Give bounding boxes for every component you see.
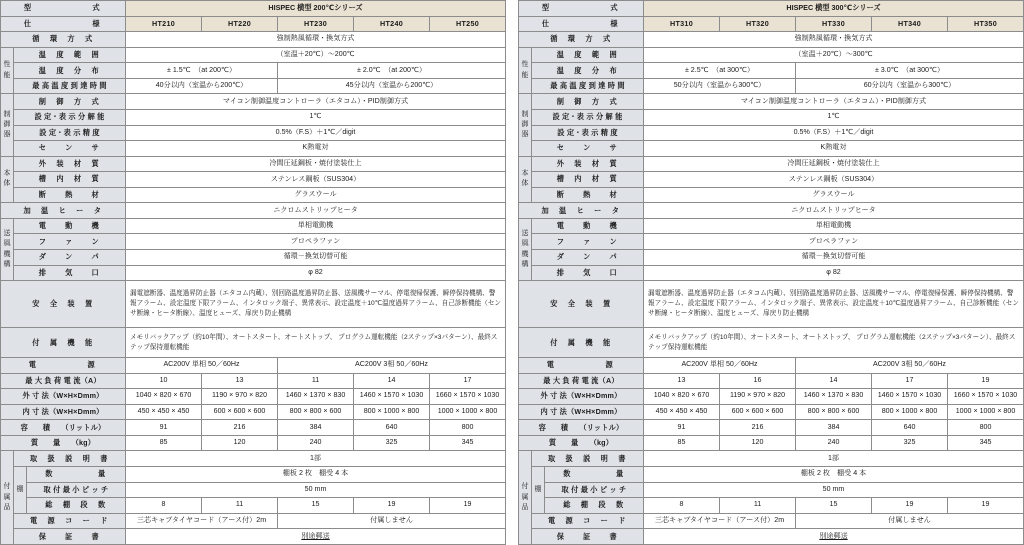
group-label-controller: 制 御 器 [1, 94, 14, 156]
cell-value: 1000 × 1000 × 800 [948, 404, 1024, 420]
cell-value: 1℃ [126, 109, 506, 125]
cell-value: 1040 × 820 × 670 [126, 389, 202, 405]
row-label-temp-distribution: 温 度 分 布 [14, 63, 126, 79]
cell-value: φ 82 [644, 265, 1024, 281]
cell-value: 棚板 2 枚 棚受 4 本 [644, 466, 1024, 482]
group-label-body: 本 体 [518, 156, 531, 203]
cell-value: 240 [278, 435, 354, 451]
cell-value: AC200V 単相 50／60Hz [644, 358, 796, 374]
table-row [518, 234, 1023, 250]
cell-value: 1℃ [644, 109, 1024, 125]
cell-value: 800 × 800 × 600 [278, 404, 354, 420]
row-label-shelf-pitch: 取 付 最 小 ピ ッ チ [27, 482, 126, 498]
series-title: HISPEC 横型 300℃シリーズ [644, 1, 1024, 17]
cell-value: ± 2.0℃ （at 200℃） [278, 63, 506, 79]
cell-value: 50分以内（室温から300℃） [644, 78, 796, 94]
cell-value: 循環－換気切替可能 [126, 250, 506, 266]
table-row [1, 32, 506, 48]
cell-value: 三芯キャブタイヤコード（アース付）2m [126, 513, 278, 529]
cell-value: （室温＋20℃）～300℃ [644, 47, 1024, 63]
cell-value: K熱電対 [644, 141, 1024, 157]
row-label-sensor: セ ン サ [14, 141, 126, 157]
table-row [518, 1, 1023, 17]
cell-value: ニクロムストリップヒータ [644, 203, 1024, 219]
cell-value-safety-devices: 漏電遮断器、温度過昇防止器（エタコム内蔵）、別回路温度過昇防止器、送風機サーマル、停電復帰保護、瞬停保持機構、警報アラーム、設定温度下限アラーム、インタロック端子、異常表示、設定温度＋10℃温度過昇アラーム、自己診断機能（センサ断線・ヒータ断線）、温度ヒューズ、扉戻り防止機構 [126, 281, 506, 328]
cell-value: 240 [796, 435, 872, 451]
table-row [1, 250, 506, 266]
row-label-shelf-stages: 総 棚 段 数 [27, 498, 126, 514]
table-row [518, 265, 1023, 281]
table-row [1, 420, 506, 436]
cell-value: 19 [948, 498, 1024, 514]
cell-value: 15 [796, 498, 872, 514]
cell-value: 付属しません [796, 513, 1024, 529]
row-label-temp-range: 温 度 範 囲 [14, 47, 126, 63]
table-row [518, 451, 1023, 467]
cell-value: 17 [430, 373, 506, 389]
cell-value-accessory-functions: メモリバックアップ（約10年間）、オートスタート、オートストップ、 プログラム運転機能（2ステップ×3パターン）、最終ステップ保持運転機能 [644, 328, 1024, 358]
row-label-model-type: 型 式 [518, 1, 643, 17]
series-title: HISPEC 横型 200℃シリーズ [126, 1, 506, 17]
row-label-display-accuracy: 設 定・表 示 精 度 [531, 125, 643, 141]
cell-value: 50 mm [126, 482, 506, 498]
row-label-display-accuracy: 設 定・表 示 精 度 [14, 125, 126, 141]
cell-value: 800 × 800 × 600 [796, 404, 872, 420]
cell-value: 単相電動機 [644, 218, 1024, 234]
row-label-max-temp-time: 最 高 温 度 到 達 時 間 [531, 78, 643, 94]
cell-value: 216 [202, 420, 278, 436]
row-label-temp-distribution: 温 度 分 布 [531, 63, 643, 79]
row-label-circulation: 循 環 方 式 [518, 32, 643, 48]
cell-value: 85 [644, 435, 720, 451]
cell-value: 345 [948, 435, 1024, 451]
table-row [1, 328, 506, 358]
model-header: HT340 [872, 16, 948, 32]
cell-value: 1190 × 970 × 820 [720, 389, 796, 405]
table-row [1, 234, 506, 250]
table-row [518, 218, 1023, 234]
spec-table-hispec-200 [0, 0, 506, 545]
group-label-blower: 送 風 機 構 [1, 218, 14, 280]
table-row [1, 1, 506, 17]
table-row [1, 529, 506, 545]
row-label-max-temp-time: 最 高 温 度 到 達 時 間 [14, 78, 126, 94]
cell-value: 13 [202, 373, 278, 389]
table-row [1, 404, 506, 420]
row-label-inner-dimensions: 内 寸 法（W×H×Dmm） [518, 404, 643, 420]
row-label-display-resolution: 設 定・表 示 分 解 能 [531, 109, 643, 125]
row-label-accessory-functions: 付 属 機 能 [518, 328, 643, 358]
cell-value: 216 [720, 420, 796, 436]
table-row [518, 435, 1023, 451]
cell-value: 1660 × 1570 × 1030 [948, 389, 1024, 405]
model-header: HT320 [720, 16, 796, 32]
row-label-manual: 取 扱 説 明 書 [531, 451, 643, 467]
table-row [518, 172, 1023, 188]
cell-value: 10 [126, 373, 202, 389]
cell-value: 17 [872, 373, 948, 389]
cell-value: 345 [430, 435, 506, 451]
table-row [1, 156, 506, 172]
table-row [1, 466, 506, 482]
cell-value: マイコン制御温度コントローラ（エタコム）・PID制御方式 [126, 94, 506, 110]
table-row [1, 63, 506, 79]
row-label-model-type: 型 式 [1, 1, 126, 17]
cell-value: 85 [126, 435, 202, 451]
table-row [1, 451, 506, 467]
table-row [518, 482, 1023, 498]
table-row [518, 32, 1023, 48]
row-label-heater: 加 温 ヒ ー タ [518, 203, 643, 219]
cell-value: ニクロムストリップヒータ [126, 203, 506, 219]
cell-value: （室温＋20℃）～200℃ [126, 47, 506, 63]
cell-value: 13 [644, 373, 720, 389]
table-row [518, 529, 1023, 545]
table-row [518, 373, 1023, 389]
cell-value: 800 × 1000 × 800 [872, 404, 948, 420]
row-label-accessory-functions: 付 属 機 能 [1, 328, 126, 358]
table-row [518, 513, 1023, 529]
cell-value: 91 [126, 420, 202, 436]
cell-value: 16 [720, 373, 796, 389]
row-label-power-cord: 電 源 コ ー ド [14, 513, 126, 529]
model-header: HT310 [644, 16, 720, 32]
cell-value: ± 2.5℃ （at 300℃） [644, 63, 796, 79]
row-label-interior-material: 槽 内 材 質 [14, 172, 126, 188]
cell-value: 1660 × 1570 × 1030 [430, 389, 506, 405]
row-label-insulation: 断 熱 材 [14, 187, 126, 203]
row-label-damper: ダ ン パ [14, 250, 126, 266]
cell-value: 三芯キャブタイヤコード（アース付）2m [644, 513, 796, 529]
table-row [518, 203, 1023, 219]
group-label-blower: 送 風 機 構 [518, 218, 531, 280]
cell-value: 8 [644, 498, 720, 514]
cell-value: 1190 × 970 × 820 [202, 389, 278, 405]
row-label-weight: 質 量 （kg） [518, 435, 643, 451]
row-label-insulation: 断 熱 材 [531, 187, 643, 203]
row-label-safety-devices: 安 全 装 置 [1, 281, 126, 328]
table-row [1, 389, 506, 405]
table-row [518, 141, 1023, 157]
row-label-max-load-current: 最 大 負 荷 電 流（A） [1, 373, 126, 389]
row-label-temp-range: 温 度 範 囲 [531, 47, 643, 63]
row-label-manual: 取 扱 説 明 書 [14, 451, 126, 467]
cell-value: 19 [948, 373, 1024, 389]
cell-value: 1460 × 1370 × 830 [278, 389, 354, 405]
cell-value: 15 [278, 498, 354, 514]
row-label-sensor: セ ン サ [531, 141, 643, 157]
cell-value-warranty [644, 529, 1024, 545]
table-row [1, 16, 506, 32]
cell-value: 600 × 600 × 600 [202, 404, 278, 420]
cell-value: 1460 × 1570 × 1030 [354, 389, 430, 405]
model-header: HT330 [796, 16, 872, 32]
table-row [1, 125, 506, 141]
cell-value: プロペラファン [644, 234, 1024, 250]
cell-value: 循環－換気切替可能 [644, 250, 1024, 266]
table-row [1, 78, 506, 94]
row-label-heater: 加 温 ヒ ー タ [1, 203, 126, 219]
row-label-control-method: 制 御 方 式 [14, 94, 126, 110]
row-label-weight: 質 量 （kg） [1, 435, 126, 451]
group-label-accessories: 付 属 品 [518, 451, 531, 545]
table-row [518, 16, 1023, 32]
cell-value: 91 [644, 420, 720, 436]
cell-value: 11 [202, 498, 278, 514]
cell-value: 強制熱風循環・換気方式 [644, 32, 1024, 48]
cell-value: 120 [720, 435, 796, 451]
table-row [518, 420, 1023, 436]
row-label-display-resolution: 設 定・表 示 分 解 能 [14, 109, 126, 125]
warranty-text: 別途郵送 [301, 531, 330, 540]
cell-value: 325 [872, 435, 948, 451]
table-row [1, 265, 506, 281]
table-row [1, 47, 506, 63]
cell-value: 450 × 450 × 450 [126, 404, 202, 420]
cell-value: AC200V 3相 50／60Hz [278, 358, 506, 374]
table-row [1, 141, 506, 157]
table-row [518, 404, 1023, 420]
spec-table-hispec-300 [518, 0, 1024, 545]
row-label-shelf-quantity: 数 量 [27, 466, 126, 482]
cell-value: 19 [354, 498, 430, 514]
cell-value: 1部 [644, 451, 1024, 467]
row-label-power-source: 電 源 [1, 358, 126, 374]
table-row [1, 94, 506, 110]
row-label-damper: ダ ン パ [531, 250, 643, 266]
cell-value: 冷間圧延鋼板・焼付塗装仕上 [644, 156, 1024, 172]
table-row [518, 389, 1023, 405]
cell-value: 384 [796, 420, 872, 436]
row-label-exhaust: 排 気 口 [14, 265, 126, 281]
cell-value: ± 3.0℃ （at 300℃） [796, 63, 1024, 79]
cell-value: 1460 × 1570 × 1030 [872, 389, 948, 405]
row-label-motor: 電 動 機 [14, 218, 126, 234]
table-row [1, 203, 506, 219]
table-row [518, 466, 1023, 482]
cell-value: マイコン制御温度コントローラ（エタコム）・PID制御方式 [644, 94, 1024, 110]
row-label-exhaust: 排 気 口 [531, 265, 643, 281]
cell-value: 384 [278, 420, 354, 436]
cell-value: グラスウール [644, 187, 1024, 203]
row-label-warranty: 保 証 書 [14, 529, 126, 545]
table-row [1, 172, 506, 188]
row-label-interior-material: 槽 内 材 質 [531, 172, 643, 188]
cell-value: φ 82 [126, 265, 506, 281]
model-header: HT240 [354, 16, 430, 32]
cell-value: AC200V 3相 50／60Hz [796, 358, 1024, 374]
table-row [1, 218, 506, 234]
cell-value: 14 [796, 373, 872, 389]
group-label-performance: 性 能 [518, 47, 531, 94]
group-label-body: 本 体 [1, 156, 14, 203]
cell-value: 19 [872, 498, 948, 514]
row-label-power-source: 電 源 [518, 358, 643, 374]
cell-value: 19 [430, 498, 506, 514]
row-label-control-method: 制 御 方 式 [531, 94, 643, 110]
cell-value: 640 [872, 420, 948, 436]
model-header: HT220 [202, 16, 278, 32]
cell-value: AC200V 単相 50／60Hz [126, 358, 278, 374]
row-label-fan: フ ァ ン [531, 234, 643, 250]
table-row [518, 250, 1023, 266]
cell-value: 付属しません [278, 513, 506, 529]
cell-value: 1000 × 1000 × 800 [430, 404, 506, 420]
table-row [518, 94, 1023, 110]
table-row [1, 358, 506, 374]
row-label-circulation: 循 環 方 式 [1, 32, 126, 48]
cell-value: 800 [430, 420, 506, 436]
table-row [1, 109, 506, 125]
cell-value: 1部 [126, 451, 506, 467]
group-label-accessories: 付 属 品 [1, 451, 14, 545]
row-label-power-cord: 電 源 コ ー ド [531, 513, 643, 529]
cell-value: 8 [126, 498, 202, 514]
cell-value: ± 1.5℃ （at 200℃） [126, 63, 278, 79]
table-row [1, 513, 506, 529]
row-label-spec: 仕 様 [518, 16, 643, 32]
table-row [518, 187, 1023, 203]
cell-value: 800 × 1000 × 800 [354, 404, 430, 420]
cell-value: 11 [720, 498, 796, 514]
cell-value: 120 [202, 435, 278, 451]
cell-value: 1460 × 1370 × 830 [796, 389, 872, 405]
cell-value: 640 [354, 420, 430, 436]
row-label-exterior-material: 外 装 材 質 [531, 156, 643, 172]
row-label-volume: 容 積 （リットル） [518, 420, 643, 436]
table-row [1, 187, 506, 203]
row-label-motor: 電 動 機 [531, 218, 643, 234]
table-row [518, 328, 1023, 358]
group-label-shelf: 棚 [531, 466, 544, 513]
table-row [1, 435, 506, 451]
group-label-shelf: 棚 [14, 466, 27, 513]
cell-value: K熱電対 [126, 141, 506, 157]
cell-value: 60分以内（室温から300℃） [796, 78, 1024, 94]
row-label-outer-dimensions: 外 寸 法（W×H×Dmm） [1, 389, 126, 405]
cell-value: ステンレス鋼板（SUS304） [126, 172, 506, 188]
row-label-outer-dimensions: 外 寸 法（W×H×Dmm） [518, 389, 643, 405]
table-row [518, 125, 1023, 141]
cell-value: 325 [354, 435, 430, 451]
table-row [518, 109, 1023, 125]
row-label-shelf-pitch: 取 付 最 小 ピ ッ チ [544, 482, 643, 498]
cell-value: 600 × 600 × 600 [720, 404, 796, 420]
warranty-text: 別途郵送 [819, 531, 848, 540]
row-label-fan: フ ァ ン [14, 234, 126, 250]
row-label-spec: 仕 様 [1, 16, 126, 32]
cell-value-warranty [126, 529, 506, 545]
group-label-performance: 性 能 [1, 47, 14, 94]
cell-value: 1040 × 820 × 670 [644, 389, 720, 405]
model-header: HT250 [430, 16, 506, 32]
table-row [1, 281, 506, 328]
cell-value: 45分以内（室温から200℃） [278, 78, 506, 94]
cell-value-accessory-functions: メモリバックアップ（約10年間）、オートスタート、オートストップ、 プログラム運転機能（2ステップ×3パターン）、最終ステップ保持運転機能 [126, 328, 506, 358]
row-label-exterior-material: 外 装 材 質 [14, 156, 126, 172]
row-label-warranty: 保 証 書 [531, 529, 643, 545]
table-row [518, 63, 1023, 79]
row-label-max-load-current: 最 大 負 荷 電 流（A） [518, 373, 643, 389]
cell-value: 50 mm [644, 482, 1024, 498]
table-row [1, 498, 506, 514]
table-row [1, 482, 506, 498]
cell-value: 棚板 2 枚 棚受 4 本 [126, 466, 506, 482]
cell-value: 40分以内（室温から200℃） [126, 78, 278, 94]
group-label-controller: 制 御 器 [518, 94, 531, 156]
cell-value: 14 [354, 373, 430, 389]
table-row [518, 156, 1023, 172]
model-header: HT230 [278, 16, 354, 32]
cell-value-safety-devices: 漏電遮断器、温度過昇防止器（エタコム内蔵）、別回路温度過昇防止器、送風機サーマル、停電復帰保護、瞬停保持機構、警報アラーム、設定温度下限アラーム、インタロック端子、異常表示、設定温度＋10℃温度過昇アラーム、自己診断機能（センサ断線・ヒータ断線）、温度ヒューズ、扉戻り防止機構 [644, 281, 1024, 328]
cell-value: 強制熱風循環・換気方式 [126, 32, 506, 48]
row-label-inner-dimensions: 内 寸 法（W×H×Dmm） [1, 404, 126, 420]
cell-value: 0.5%（F.S）＋1℃／digit [644, 125, 1024, 141]
table-row [1, 373, 506, 389]
cell-value: グラスウール [126, 187, 506, 203]
row-label-shelf-stages: 総 棚 段 数 [544, 498, 643, 514]
cell-value: 冷間圧延鋼板・焼付塗装仕上 [126, 156, 506, 172]
cell-value: 11 [278, 373, 354, 389]
cell-value: 450 × 450 × 450 [644, 404, 720, 420]
cell-value: プロペラファン [126, 234, 506, 250]
model-header: HT350 [948, 16, 1024, 32]
row-label-safety-devices: 安 全 装 置 [518, 281, 643, 328]
table-row [518, 78, 1023, 94]
cell-value: 0.5%（F.S）＋1℃／digit [126, 125, 506, 141]
cell-value: 単相電動機 [126, 218, 506, 234]
model-header: HT210 [126, 16, 202, 32]
table-row [518, 358, 1023, 374]
table-row [518, 498, 1023, 514]
table-row [518, 47, 1023, 63]
cell-value: ステンレス鋼板（SUS304） [644, 172, 1024, 188]
table-row [518, 281, 1023, 328]
row-label-shelf-quantity: 数 量 [544, 466, 643, 482]
cell-value: 800 [948, 420, 1024, 436]
row-label-volume: 容 積 （リットル） [1, 420, 126, 436]
